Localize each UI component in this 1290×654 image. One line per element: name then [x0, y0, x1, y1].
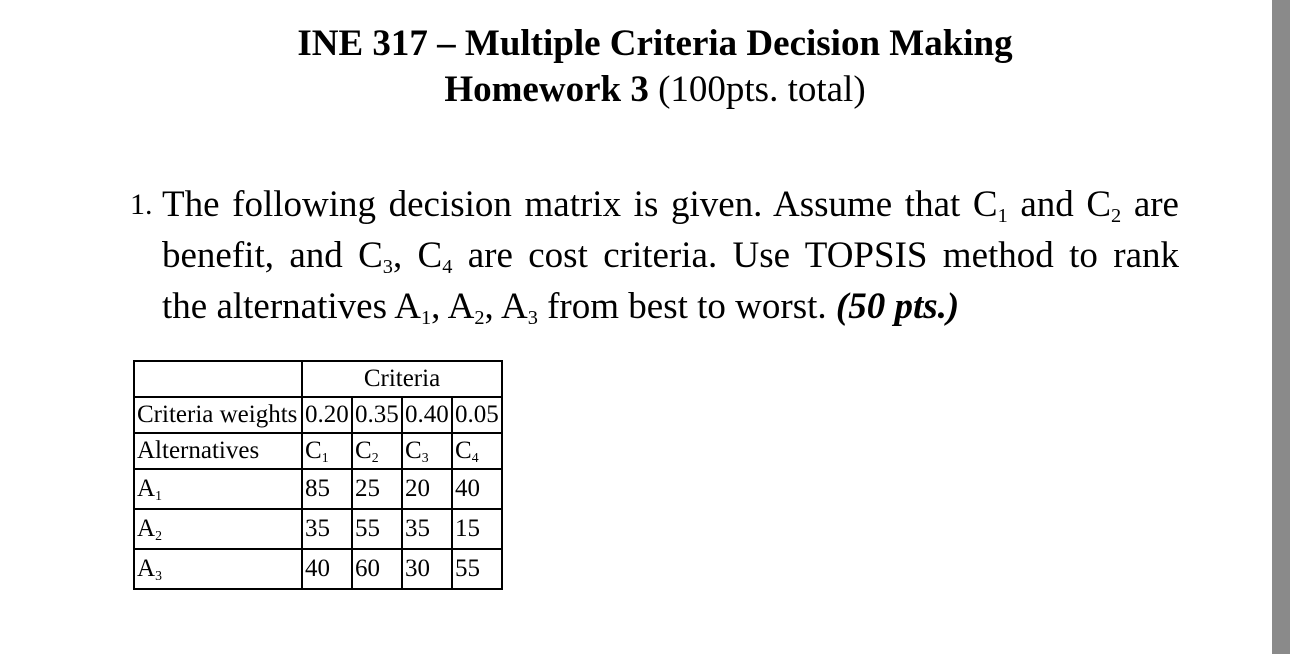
alternatives-label: Alternatives	[134, 433, 302, 469]
table-row	[134, 509, 502, 549]
alternative-a1: $A_1$	[134, 469, 302, 509]
weight-c1: 0.20	[302, 397, 352, 433]
weights-label: Criteria weights	[134, 397, 302, 433]
problem-line-2: benefit, and $C_3$, $C_4$ are cost criteria. Use TOPSIS method to rank	[162, 235, 1179, 279]
empty-corner-cell	[134, 361, 302, 397]
decision-matrix	[133, 360, 503, 590]
cell-value: 30	[402, 549, 452, 589]
cell-value: 35	[302, 509, 352, 549]
cell-value: 35	[402, 509, 452, 549]
criterion-c2: $C_2$	[352, 433, 402, 469]
document-title: INE 317 – Multiple Criteria Decision Making	[297, 23, 1013, 64]
criterion-c4: $C_4$	[452, 433, 502, 469]
cell-value: 40	[452, 469, 502, 509]
criterion-c1: $C_1$	[302, 433, 352, 469]
criteria-header: Criteria	[302, 361, 502, 397]
problem-line-3	[162, 282, 959, 332]
question-number: 1.	[130, 188, 153, 221]
cell-value: 85	[302, 469, 352, 509]
total-points: (100pts. total)	[648, 69, 866, 110]
criterion-c3: $C_3$	[402, 433, 452, 469]
cell-value: 25	[352, 469, 402, 509]
weight-c2: 0.35	[352, 397, 402, 433]
problem-line-3-text: the alternatives $A_1$, $A_2$, $A_3$ from best to worst.	[162, 286, 827, 330]
alternative-a2: $A_2$	[134, 509, 302, 549]
homework-label: Homework 3	[444, 69, 649, 110]
window-edge-bar	[1272, 0, 1290, 654]
problem-line-1: The following decision matrix is given. Assume that $C_1$ and $C_2$ are	[162, 184, 1179, 228]
table-row	[134, 469, 502, 509]
table-row	[134, 549, 502, 589]
cell-value: 20	[402, 469, 452, 509]
cell-value: 55	[352, 509, 402, 549]
alternative-a3: $A_3$	[134, 549, 302, 589]
cell-value: 15	[452, 509, 502, 549]
document-subtitle	[0, 68, 1290, 112]
cell-value: 40	[302, 549, 352, 589]
weight-c3: 0.40	[402, 397, 452, 433]
problem-points: (50 pts.)	[835, 286, 960, 327]
weight-c4: 0.05	[452, 397, 502, 433]
cell-value: 55	[452, 549, 502, 589]
cell-value: 60	[352, 549, 402, 589]
